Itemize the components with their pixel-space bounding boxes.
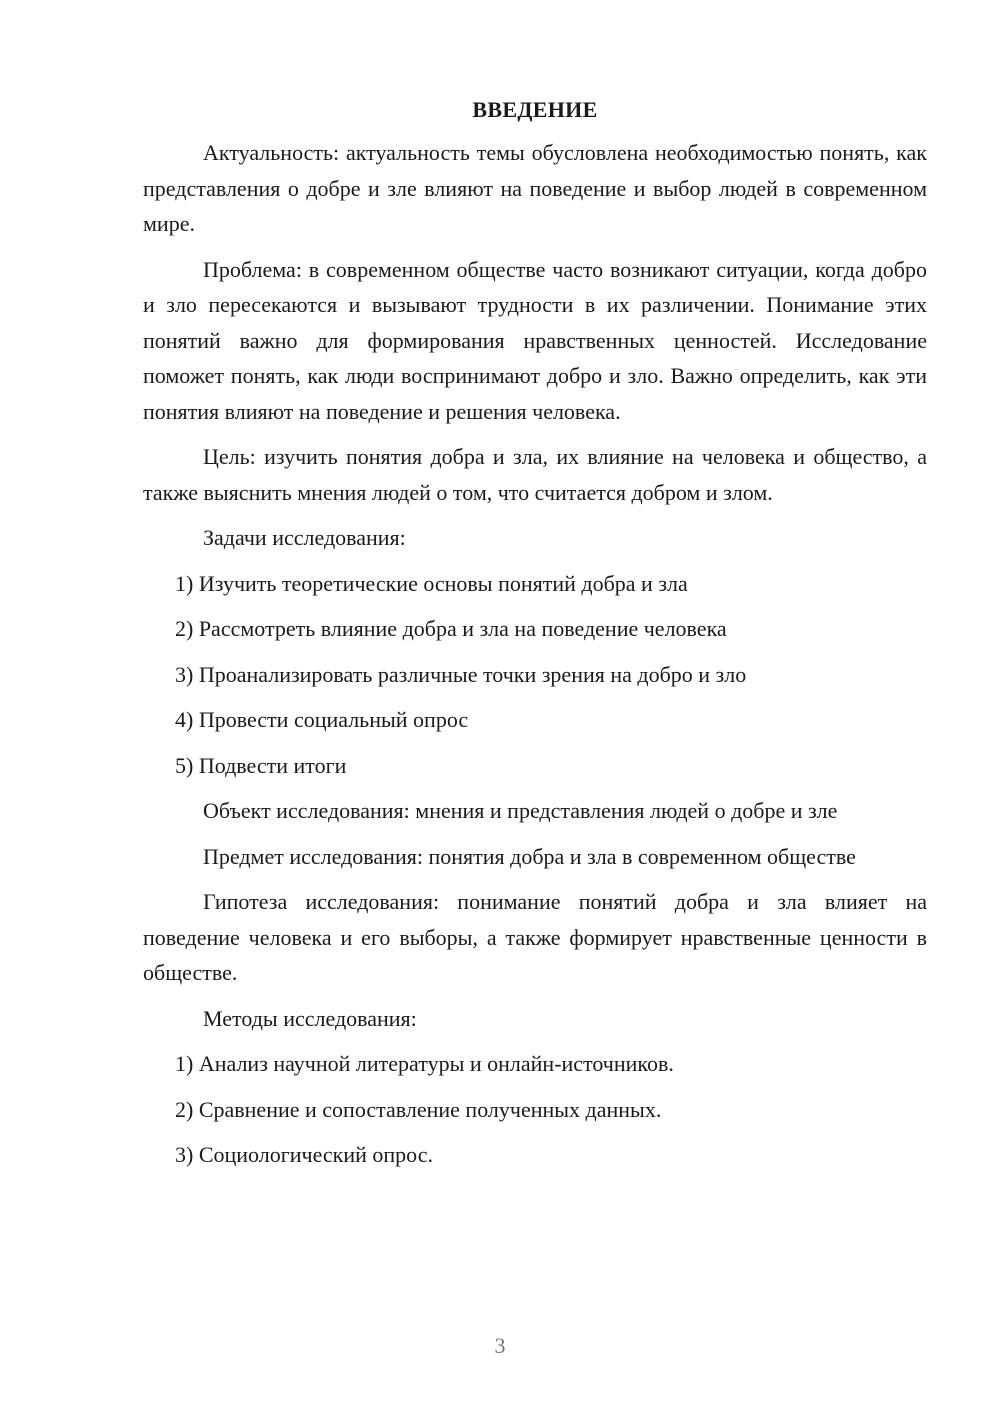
list-item: 2) Сравнение и сопоставление полученных данных. [175,1096,662,1122]
list-item: 5) Подвести итоги [175,752,347,778]
section-title: ВВЕДЕНИЕ [472,97,598,122]
problem-paragraph: Проблема: в современном обществе часто возникают ситуации, когда добро и зло пересекаются и вызывают трудности в их различении. Понимание этих понятий важно для формирования нравственных ценностей. Исследование поможет понять, как люди воспринимают добро и зло. Важно определить, как эти понятия влияют на поведение и решения человека. [143,256,927,424]
object-paragraph: Объект исследования: мнения и представления людей о добре и зле [203,798,838,823]
list-item: 2) Рассмотреть влияние добра и зла на поведение человека [175,616,727,641]
methods-heading: Методы исследования: [203,1005,417,1031]
document-page [143,95,927,1183]
list-item: 1) Изучить теоретические основы понятий добра и зла [175,570,688,596]
relevance-paragraph: Актуальность: актуальность темы обусловлена необходимостью понять, как представления о добре и зле влияют на поведение и выбор людей в современном мире. [143,140,927,236]
tasks-list [143,566,927,784]
tasks-heading: Задачи исследования: [203,525,406,550]
list-item: 1) Анализ научной литературы и онлайн-источников. [175,1051,674,1076]
list-item: 3) Социологический опрос. [175,1142,433,1167]
list-item: 4) Провести социальный опрос [175,707,469,732]
page-number: 3 [494,1333,506,1358]
list-item: 3) Проанализировать различные точки зрения на добро и зло [175,661,747,687]
hypothesis-paragraph: Гипотеза исследования: понимание понятий добра и зла влияет на поведение человека и его выборы, а также формирует нравственные ценности в обществе. [143,889,927,985]
subject-paragraph: Предмет исследования: понятия добра и зла в современном обществе [203,843,856,869]
goal-paragraph: Цель: изучить понятия добра и зла, их влияние на человека и общество, а также выяснить мнения людей о том, что считается добром и злом. [143,444,927,505]
methods-list [143,1046,927,1173]
